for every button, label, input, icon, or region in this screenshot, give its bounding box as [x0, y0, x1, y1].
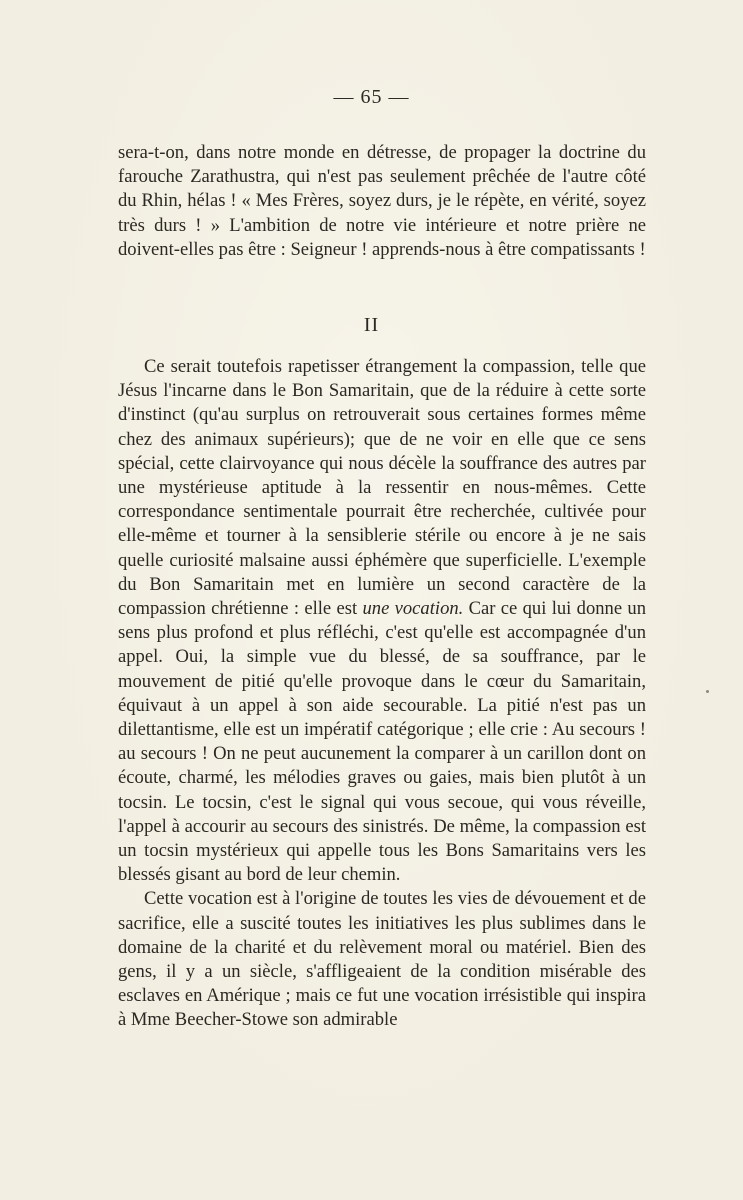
section-heading: II	[363, 314, 380, 336]
text-block-section-ii	[118, 355, 646, 1033]
paragraph-compassion-part-2: Car ce qui lui donne un sens plus profond et plus réfléchi, c'est qu'elle est accompagnée d'un appel. Oui, la simple vue du blessé, de sa souffrance, par le mouvement de pitié qu'elle provoque dans le cœur du Samaritain, équivaut à un appel à son aide secourable. La pitié n'est pas un dilettantisme, elle est un impératif catégorique ; elle crie : Au secours ! au secours ! On ne peut aucunement la comparer à un carillon dont on écoute, charmé, les mélodies graves ou gaies, mais bien plutôt à un tocsin. Le tocsin, c'est le signal qui vous secoue, qui vous réveille, l'appel à accourir au secours des sinistrés. De même, la compassion est un tocsin mystérieux qui appelle tous les Bons Samaritains vers les blessés gisant au bord de leur chemin.	[118, 598, 646, 886]
paragraph-compassion	[118, 355, 646, 887]
page-number: — 65 —	[333, 86, 410, 108]
paper-speck	[706, 690, 709, 693]
text-block-top	[118, 141, 646, 262]
paragraph-compassion-italic: une vocation.	[362, 598, 464, 620]
paragraph-vocation: Cette vocation est à l'origine de toutes les vies de dévouement et de sacrifice, elle a suscité toutes les initiatives les plus sublimes dans le domaine de la charité et du relèvement moral ou matériel. Bien des gens, il y a un siècle, s'affligeaient de la condition misérable des esclaves en Amérique ; mais ce fut une vocation irrésistible qui inspira à Mme Beecher-Stowe son admirable	[118, 888, 646, 1031]
paragraph-continuation: sera-t-on, dans notre monde en détresse, de propager la doctrine du farouche Zarathustra, qui n'est pas seulement prêchée de l'autre côté du Rhin, hélas ! « Mes Frères, soyez durs, je le répète, en vérité, soyez très durs ! » L'ambition de notre vie intérieure et notre prière ne doivent-elles pas être : Seigneur ! apprends-nous à être compatissants !	[118, 142, 646, 260]
paragraph-compassion-part-1: Ce serait toutefois rapetisser étrangement la compassion, telle que Jésus l'incarne dans le Bon Samaritain, que de la réduire à cette sorte d'instinct (qu'au surplus on retrouverait sous certaines formes même chez des animaux supérieurs); que de ne voir en elle que ce sens spécial, cette clairvoyance qui nous décèle la souffrance des autres par une mystérieuse aptitude à la ressentir en nous-mêmes. Cette correspondance sentimentale pourrait être recherchée, cultivée pour elle-même et tourner à la sensiblerie stérile ou encore à je ne sais quelle curiosité malsaine aussi éphémère que superficielle. L'exemple du Bon Samaritain met en lumière un second caractère de la compassion chrétienne : elle est	[118, 356, 646, 620]
